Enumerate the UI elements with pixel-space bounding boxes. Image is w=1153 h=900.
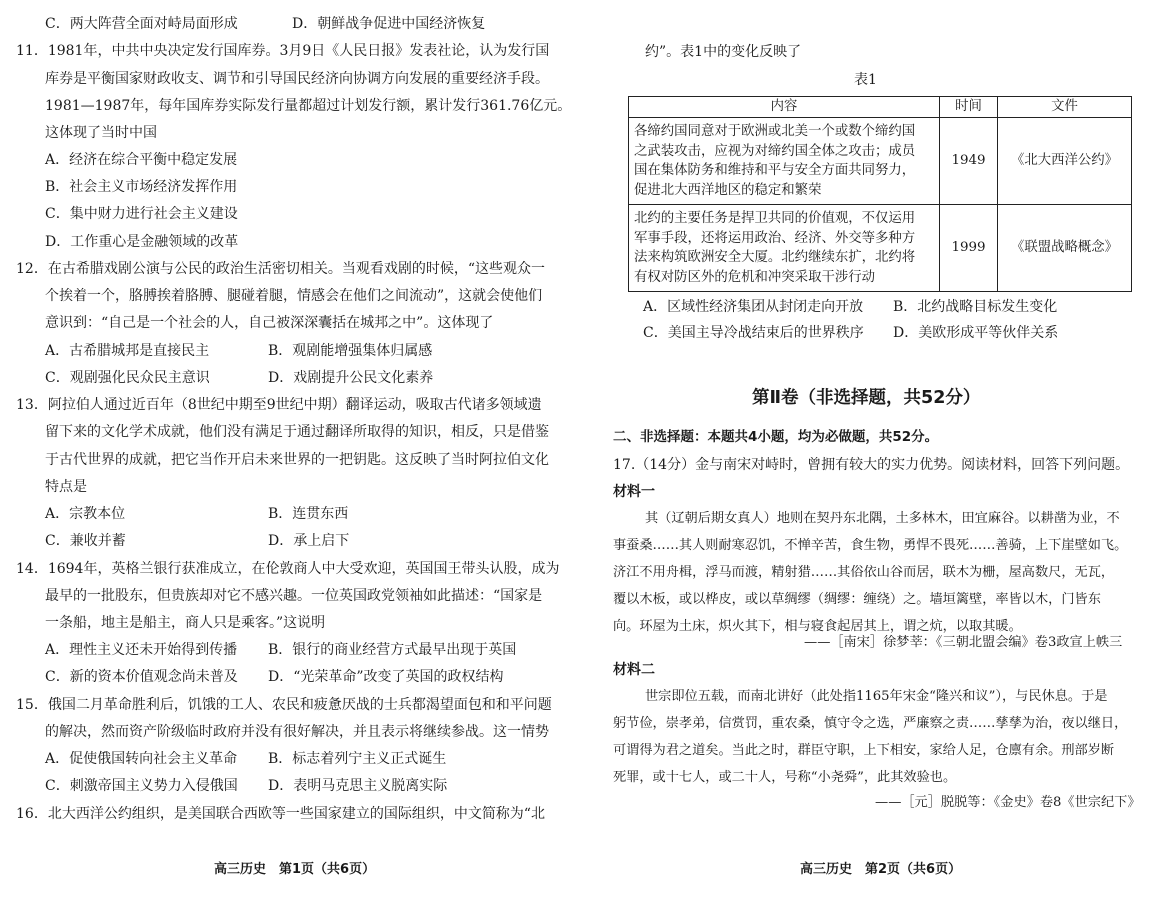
- text-line: 济江不用舟楫，浮马而渡，精射猎……其俗依山谷而居，联木为栅，屋高数尺，无瓦，: [613, 565, 1115, 580]
- right-page-footer: 高三历史 第2页（共6页）: [800, 862, 962, 877]
- material-1-source: ——［南宋］徐梦莘：《三朝北盟会编》卷3政宣上帙三: [804, 635, 1123, 650]
- table-1: [628, 96, 1132, 292]
- text-line: B．银行的商业经营方式最早出现于英国: [268, 642, 517, 658]
- text-line: 死罪，或十七人，或二十人，号称“小尧舜”，此其效验也。: [613, 770, 957, 785]
- text-line: B．观剧能增强集体归属感: [268, 343, 433, 359]
- text-line: B．标志着列宁主义正式诞生: [268, 751, 447, 767]
- table-cell-document: 《联盟战略概念》: [998, 205, 1132, 292]
- text-line: 个挨着一个，胳膊挨着胳膊、腿碰着腿，情感会在他们之间流动”，这就会使他们: [45, 288, 543, 304]
- text-line: D．美欧形成平等伙伴关系: [893, 325, 1059, 341]
- text-line: 最早的一批股东，但贵族却对它不感兴趣。一位英国政党领袖如此描述：“国家是: [45, 588, 543, 604]
- content-line: 军事手段，还将运用政治、经济、外交等多种方: [634, 230, 916, 246]
- text-line: 世宗即位五载，而南北讲好（此处指1165年宋金“隆兴和议”），与民休息。于是: [645, 689, 1108, 704]
- content-line: 促进北大西洋地区的稳定和繁荣: [634, 182, 822, 198]
- section-instruction: 二、非选择题：本题共4小题，均为必做题，共52分。: [613, 429, 939, 445]
- table-cell-year: 1949: [940, 118, 998, 205]
- text-line: 其（辽朝后期女真人）地则在契丹东北隅，土多林木，田宜麻谷。以耕凿为业，不: [645, 511, 1120, 526]
- section-title: 第Ⅱ卷（非选择题，共52分）: [752, 388, 981, 408]
- content-line: 之武装攻击，应视为对缔约国全体之攻击；成员: [634, 143, 916, 159]
- text-line: C．观剧强化民众民主意识: [45, 370, 210, 386]
- text-line: 事蚕桑……其人则耐寒忍饥，不惮辛苦，食生物，勇悍不畏死……善骑，上下崖壁如飞。: [613, 538, 1128, 553]
- content-line: 各缔约国同意对于欧洲或北美一个或数个缔约国: [634, 124, 916, 139]
- text-line: 1981—1987年，每年国库券实际发行量都超过计划发行额，累计发行361.76亿元。: [45, 98, 572, 114]
- table-row: [629, 205, 1132, 292]
- table-cell-content: [629, 205, 940, 292]
- text-line: 这体现了当时中国: [45, 125, 157, 141]
- text-line: D．表明马克思主义脱离实际: [268, 778, 448, 794]
- text-line: 库券是平衡国家财政收支、调节和引导国民经济向协调方向发展的重要经济手段。: [45, 71, 549, 87]
- table-header-time: 时间: [940, 97, 998, 118]
- text-line: 覆以木板，或以桦皮，或以草绸缪（绸缪：缠绕）之。墙垣篱壁，率皆以木，门皆东: [613, 592, 1101, 607]
- text-line: 意识到：“自己是一个社会的人，自己被深深囊括在城邦之中”。这体现了: [45, 315, 494, 331]
- text-line: D．承上启下: [268, 533, 350, 549]
- text-line: 13．阿拉伯人通过近百年（8世纪中期至9世纪中期）翻译运动，吸取古代诸多领域遗: [16, 397, 542, 413]
- text-line: 向。环屋为土床，炽火其下，相与寝食起居其上，谓之炕，以取其暖。: [613, 619, 1022, 634]
- table-row: [629, 118, 1132, 205]
- table-header-document: 文件: [998, 97, 1132, 118]
- text-line: 留下来的文化学术成就，他们没有满足于通过翻译所取得的知识，相反，只是借鉴: [45, 424, 549, 440]
- text-line: B．北约战略目标发生变化: [893, 299, 1058, 315]
- content-line: 有权对防区外的危机和冲突采取干涉行动: [634, 269, 876, 285]
- text-line: 14．1694年，英格兰银行获准成立，在伦敦商人中大受欢迎，英国国王带头认股，成为: [16, 561, 560, 577]
- table-cell-document: 《北大西洋公约》: [998, 118, 1132, 205]
- text-line: 表1: [854, 72, 877, 88]
- text-line: 11．1981年，中共中央决定发行国库券。3月9日《人民日报》发表社论，认为发行国: [16, 43, 550, 59]
- text-line: A．区域性经济集团从封闭走向开放: [643, 299, 864, 315]
- content-line: 北约的主要任务是捍卫共同的价值观，不仅运用: [634, 211, 916, 226]
- table-cell-year: 1999: [940, 205, 998, 292]
- text-line: D．朝鲜战争促进中国经济恢复: [292, 16, 486, 32]
- text-line: C．集中财力进行社会主义建设: [45, 206, 238, 222]
- text-line: 12．在古希腊戏剧公演与公民的政治生活密切相关。当观看戏剧的时候，“这些观众一: [16, 261, 545, 277]
- material-2-source: ——［元］脱脱等：《金史》卷8《世宗纪下》: [875, 795, 1141, 810]
- table-header-content: 内容: [629, 97, 940, 118]
- text-line: D．工作重心是金融领域的改革: [45, 234, 239, 250]
- text-line: B．连贯东西: [268, 506, 349, 522]
- question-17-stem: 17.（14分）金与南宋对峙时，曾拥有较大的实力优势。阅读材料，回答下列问题。: [613, 457, 1130, 473]
- table-header-row: [629, 97, 1132, 118]
- text-line: C．美国主导冷战结束后的世界秩序: [643, 325, 864, 341]
- text-line: 的解决，然而资产阶级临时政府并没有很好解决，并且表示将继续参战。这一情势: [45, 724, 549, 740]
- material-1-label: 材料一: [613, 484, 655, 500]
- text-line: 16．北大西洋公约组织，是美国联合西欧等一些国家建立的国际组织，中文简称为“北: [16, 806, 545, 822]
- text-line: A．理性主义还未开始得到传播: [45, 642, 238, 658]
- text-line: 特点是: [45, 479, 87, 495]
- text-line: A．古希腊城邦是直接民主: [45, 343, 210, 359]
- text-line: 躬节俭，崇孝弟，信赏罚，重农桑，慎守令之选，严廉察之责……孳孳为治，夜以继日，: [613, 716, 1128, 731]
- text-line: A．促使俄国转向社会主义革命: [45, 751, 238, 767]
- text-line: 一条船，地主是船主，商人只是乘客。”这说明: [45, 615, 326, 631]
- text-line: 约”。表1中的变化反映了: [645, 44, 802, 60]
- text-line: C．两大阵营全面对峙局面形成: [45, 16, 238, 32]
- text-line: D．“光荣革命”改变了英国的政权结构: [268, 669, 504, 685]
- table-cell-content: [629, 118, 940, 205]
- text-line: C．刺激帝国主义势力入侵俄国: [45, 778, 238, 794]
- text-line: 于古代世界的成就，把它当作开启未来世界的一把钥匙。这反映了当时阿拉伯文化: [45, 452, 549, 468]
- material-2-label: 材料二: [613, 662, 655, 678]
- text-line: 15．俄国二月革命胜利后，饥饿的工人、农民和疲惫厌战的士兵都渴望面包和和平问题: [16, 697, 552, 713]
- content-line: 国在集体防务和维持和平与安全方面共同努力，: [634, 163, 916, 178]
- text-line: A．宗教本位: [45, 506, 126, 522]
- left-page-footer: 高三历史 第1页（共6页）: [214, 862, 376, 877]
- text-line: A．经济在综合平衡中稳定发展: [45, 152, 238, 168]
- text-line: 可谓得为君之道矣。当此之时，群臣守职，上下相安，家给人足，仓廪有余。刑部岁断: [613, 743, 1115, 758]
- text-line: C．新的资本价值观念尚未普及: [45, 669, 238, 685]
- text-line: D．戏剧提升公民文化素养: [268, 370, 434, 386]
- text-line: B．社会主义市场经济发挥作用: [45, 179, 238, 195]
- text-line: C．兼收并蓄: [45, 533, 126, 549]
- content-line: 法来构筑欧洲安全大厦。北约继续东扩，北约将: [634, 250, 916, 265]
